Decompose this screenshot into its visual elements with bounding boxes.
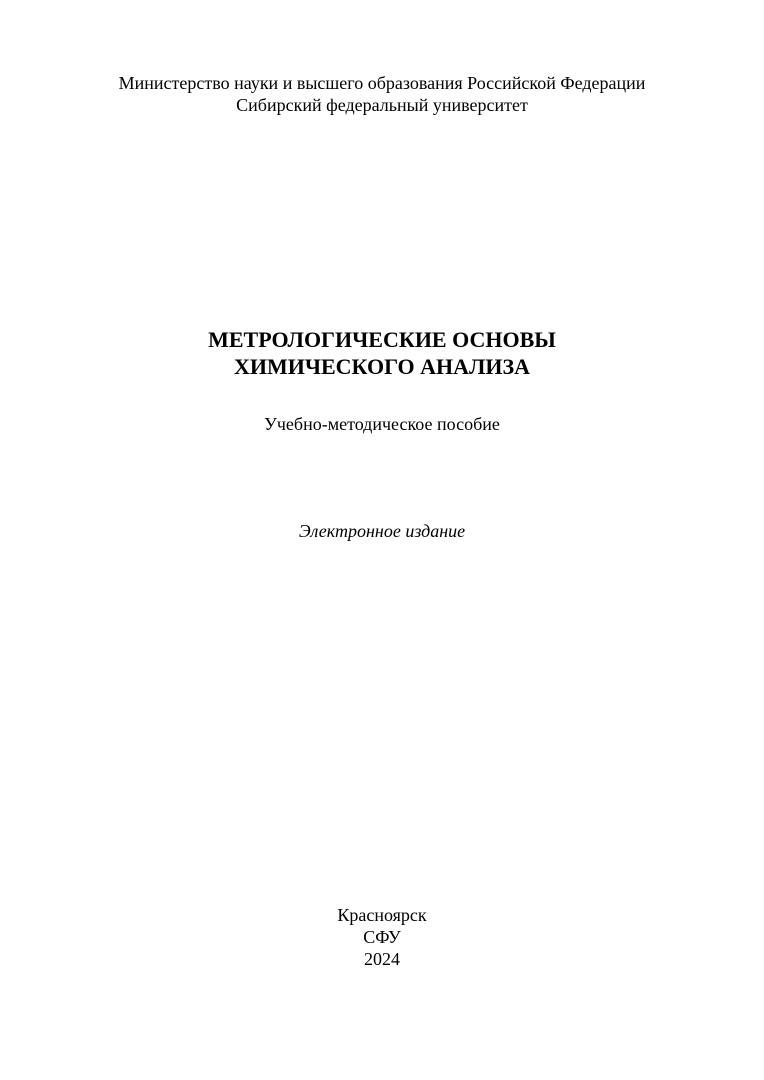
- university-name: Сибирский федеральный университет: [236, 95, 528, 115]
- imprint-city: Красноярск: [337, 905, 427, 925]
- imprint: [0, 904, 764, 970]
- document-type: Учебно-методическое пособие: [264, 414, 500, 434]
- title-line-1: МЕТРОЛОГИЧЕСКИЕ ОСНОВЫ: [208, 327, 556, 352]
- imprint-publisher: СФУ: [363, 927, 401, 947]
- ministry-name: Министерство науки и высшего образования Российской Федерации: [118, 73, 646, 93]
- institution-header: [0, 72, 764, 116]
- edition-label: Электронное издание: [298, 521, 466, 541]
- title-line-2: ХИМИЧЕСКОГО АНАЛИЗА: [233, 354, 531, 379]
- document-title: [0, 326, 764, 380]
- edition-note: [0, 520, 764, 542]
- document-subtitle: [0, 413, 764, 435]
- imprint-year: 2024: [364, 949, 400, 969]
